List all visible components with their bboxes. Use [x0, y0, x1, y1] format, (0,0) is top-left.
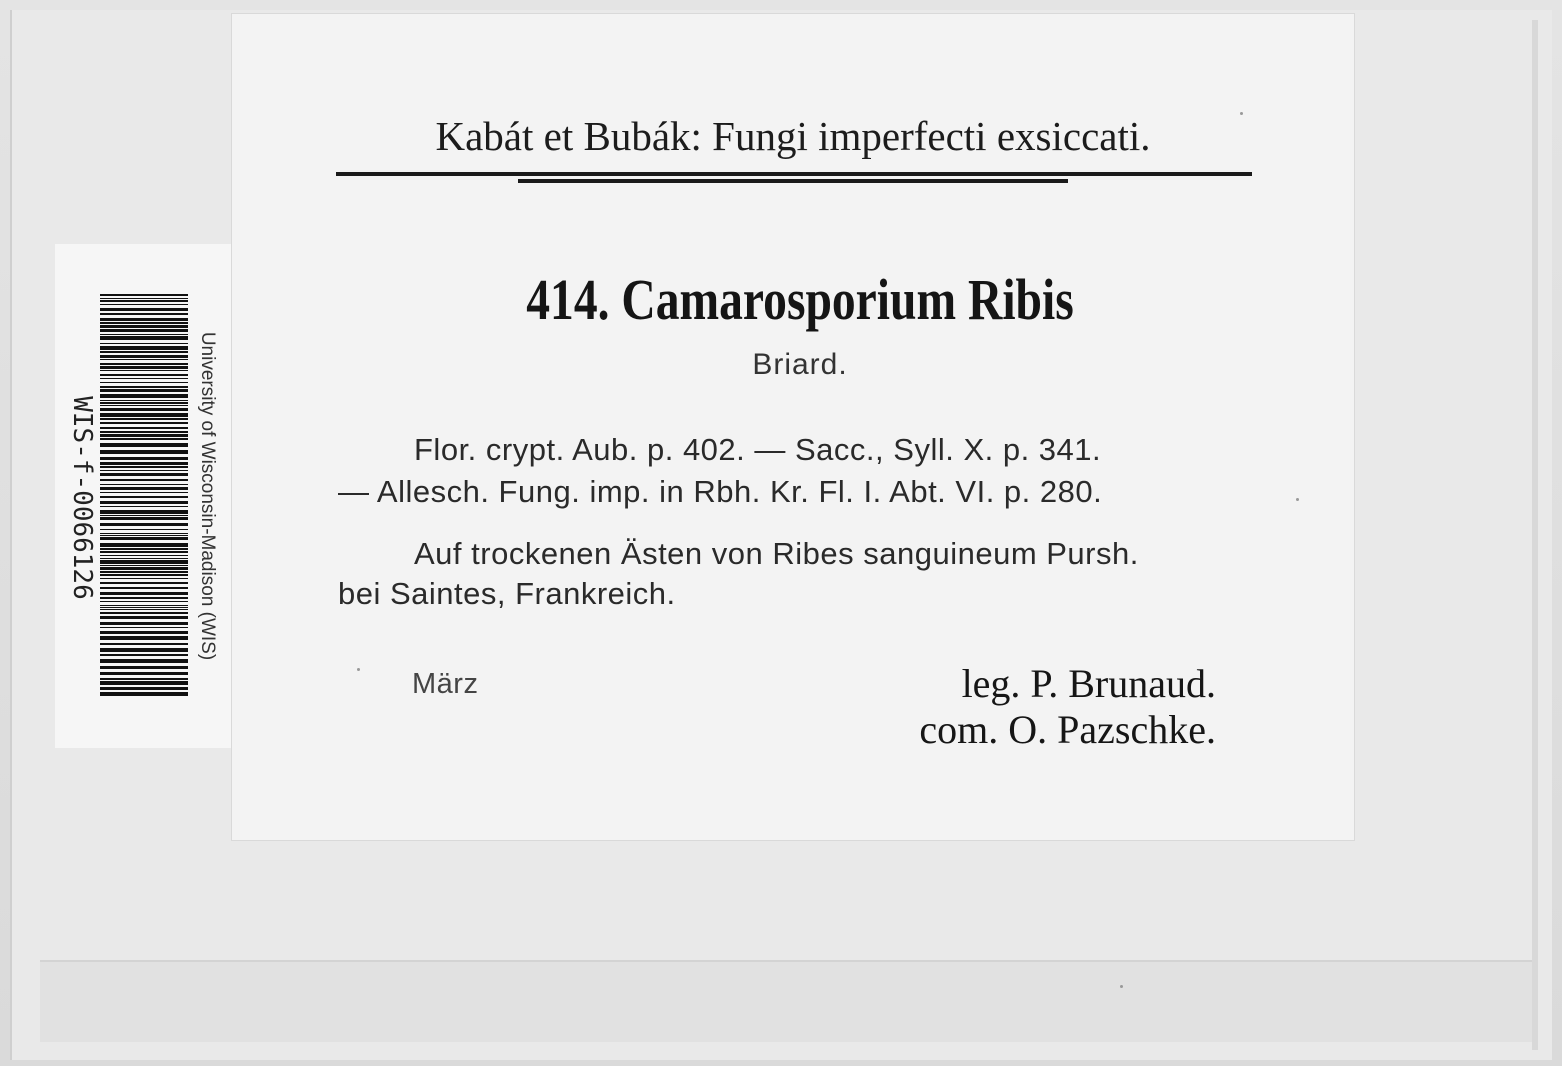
barcode-bar: [100, 434, 188, 437]
barcode-bar: [100, 366, 188, 369]
barcode-bar: [100, 466, 188, 468]
barcode-bar: [100, 558, 188, 559]
barcode-bar: [100, 533, 188, 534]
barcode-bar: [100, 592, 188, 595]
barcode-bar: [100, 322, 188, 324]
barcode-bar: [100, 587, 188, 589]
barcode-bar: [100, 329, 188, 332]
barcode-bar: [100, 473, 188, 476]
barcode-bar: [100, 571, 188, 573]
barcode-bar: [100, 470, 188, 471]
barcode-bar: [100, 355, 188, 358]
barcode-bar: [100, 578, 188, 579]
barcode-bar: [100, 517, 188, 520]
barcode-bar: [100, 555, 188, 556]
reference-line: Flor. crypt. Aub. p. 402. — Sacc., Syll. X. p. 341.: [414, 432, 1102, 467]
barcode-bar: [100, 574, 188, 576]
barcode-bar: [100, 394, 188, 398]
barcode-bar: [100, 607, 188, 608]
barcode-bar: [100, 582, 188, 584]
barcode-bar: [100, 560, 188, 564]
barcode-bar: [100, 343, 188, 344]
barcode-bar: [100, 605, 188, 606]
barcode-bar: [100, 487, 188, 490]
barcode-bar: [100, 431, 188, 433]
barcode-bar: [100, 551, 188, 553]
barcode-bar: [100, 363, 188, 365]
barcode-bar: [100, 631, 188, 634]
barcode-bar: [100, 400, 188, 401]
barcode-bar: [100, 654, 188, 656]
barcode-bar: [100, 648, 188, 652]
barcode-bar: [100, 609, 188, 610]
series-title: Kabát et Bubák: Fungi imperfecti exsiccati.: [435, 113, 1151, 159]
collector-name: leg. P. Brunaud.: [961, 661, 1216, 706]
barcode-bar: [100, 438, 188, 440]
barcode-bar: [100, 374, 188, 376]
barcode-bar: [100, 313, 188, 315]
species-author: Briard.: [752, 348, 848, 381]
paper-speck: [357, 668, 360, 671]
habitat-line: Auf trockenen Ästen von Ribes sanguineum Pursh.: [414, 536, 1139, 571]
barcode-bar: [100, 692, 188, 696]
barcode-bar: [100, 612, 188, 614]
barcode-bar: [100, 597, 188, 599]
barcode-id-text: WIS-f-0066126: [67, 396, 97, 600]
barcode-bar: [100, 300, 188, 302]
barcode-bar: [100, 510, 188, 514]
barcode-bar: [100, 565, 188, 566]
barcode-bar: [100, 370, 188, 371]
barcode-bar: [100, 427, 188, 429]
institution-text: University of Wisconsin-Madison (WIS): [197, 331, 218, 661]
barcode-bar: [100, 515, 188, 516]
barcode-bar: [100, 681, 188, 685]
locality-line: bei Saintes, Frankreich.: [338, 576, 676, 611]
barcode-bar: [100, 304, 188, 305]
title-rule-long: [336, 172, 1252, 176]
barcode-bar: [100, 450, 188, 454]
paper-speck: [1240, 112, 1243, 115]
barcode-bar: [100, 622, 188, 625]
barcode-bar: [100, 405, 188, 406]
paper-speck: [1296, 498, 1299, 501]
barcode-bar: [100, 659, 188, 663]
barcode-bar: [100, 672, 188, 675]
barcode-graphic: [100, 294, 188, 698]
barcode-bar: [100, 506, 188, 507]
barcode-bar: [100, 687, 188, 690]
barcode-bar: [100, 616, 188, 619]
barcode-bar: [100, 496, 188, 498]
reference-line: — Allesch. Fung. imp. in Rbh. Kr. Fl. I. Abt. VI. p. 280.: [338, 474, 1103, 509]
barcode-bar: [100, 443, 188, 447]
barcode-bar: [100, 422, 188, 424]
barcode-bar: [100, 378, 188, 379]
barcode-bar: [100, 457, 188, 460]
barcode-bar: [100, 501, 188, 504]
barcode-bar: [100, 334, 188, 335]
envelope-edge: [1532, 20, 1538, 1050]
barcode-bar: [100, 643, 188, 645]
barcode-bar: [100, 678, 188, 680]
envelope-fold: [40, 960, 1535, 1042]
barcode-bar: [100, 336, 188, 340]
barcode-bar: [100, 351, 188, 353]
barcode-bar: [100, 382, 188, 383]
collection-month: März: [412, 668, 479, 700]
barcode-bar: [100, 386, 188, 388]
barcode-bar: [100, 548, 188, 550]
paper-speck: [1120, 985, 1123, 988]
barcode-bar: [100, 484, 188, 485]
communicator-name: com. O. Pazschke.: [919, 707, 1216, 752]
barcode-bar: [100, 298, 188, 299]
barcode-bar: [100, 318, 188, 321]
barcode-bar: [100, 492, 188, 493]
barcode-bar: [100, 389, 188, 392]
barcode-bar: [100, 479, 188, 481]
barcode-bar: [100, 462, 188, 465]
barcode-bar: [100, 523, 188, 526]
barcode-bar: [100, 529, 188, 530]
title-rule-short: [518, 179, 1068, 183]
barcode-bar: [100, 627, 188, 628]
barcode-bar: [100, 413, 188, 417]
barcode-bar: [100, 535, 188, 536]
barcode-bar: [100, 666, 188, 669]
barcode-bar: [100, 543, 188, 547]
barcode-bar: [100, 567, 188, 570]
barcode-bar: [100, 537, 188, 540]
barcode-bar: [100, 308, 188, 311]
barcode-bar: [100, 325, 188, 328]
barcode-bar: [100, 408, 188, 411]
barcode-bar: [100, 294, 188, 296]
barcode-bar: [100, 346, 188, 350]
barcode-bar: [100, 418, 188, 420]
barcode-bar: [100, 601, 188, 602]
barcode-bar: [100, 402, 188, 404]
species-name: 414. Camarosporium Ribis: [526, 267, 1074, 332]
barcode-bar: [100, 359, 188, 360]
barcode-bar: [100, 636, 188, 640]
